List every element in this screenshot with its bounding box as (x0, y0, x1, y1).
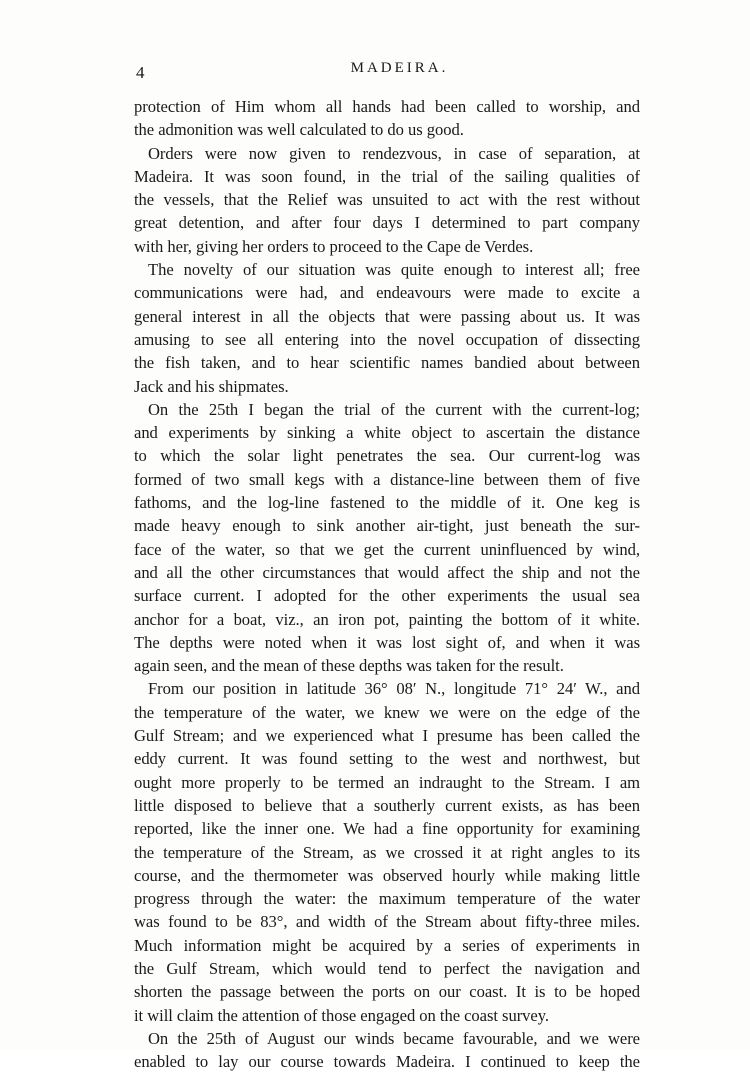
text-line: Much information might be acquired by a series of experiments in (134, 935, 640, 955)
text-line: with her, giving her orders to proceed to the Cape de Verdes. (134, 236, 534, 256)
text-line: protection of Him whom all hands had been called to worship, and (134, 97, 640, 116)
text-line: eddy current. It was found setting to the west and northwest, but (134, 749, 640, 769)
text-line: the temperature of the Stream, as we crossed it at right angles to its (134, 842, 640, 862)
text-line: From our position in latitude 36° 08′ N., longitude 71° 24′ W., and (148, 679, 640, 699)
text-line: face of the water, so that we get the current uninfluenced by wind, (134, 539, 640, 559)
text-line: it will claim the attention of those engaged on the coast survey. (134, 1005, 550, 1025)
text-line: the fish taken, and to hear scientific names bandied about between (134, 353, 640, 373)
text-line: was found to be 83°, and width of the Stream about fifty-three miles. (134, 912, 640, 932)
text-line: amusing to see all entering into the novel occupation of dissecting (134, 329, 640, 349)
text-line: again seen, and the mean of these depths was taken for the result. (134, 656, 564, 676)
text-line: ought more properly to be termed an indraught to the Stream. I am (134, 772, 640, 792)
text-line: Jack and his shipmates. (134, 376, 289, 396)
text-line: On the 25th of August our winds became favourable, and we were (148, 1028, 640, 1048)
text-line: made heavy enough to sink another air-tight, just beneath the sur- (134, 516, 640, 536)
text-line: anchor for a boat, viz., an iron pot, painting the bottom of it white. (134, 609, 640, 629)
text-line: surface current. I adopted for the other experiments the usual sea (134, 586, 640, 606)
text-line: fathoms, and the log-line fastened to the middle of it. One keg is (134, 493, 640, 513)
text-line: the temperature of the water, we knew we were on the edge of the (134, 702, 640, 722)
text-line: the vessels, that the Relief was unsuited to act with the rest without (134, 190, 640, 210)
text-line: great detention, and after four days I determined to part company (134, 213, 640, 233)
text-line: the admonition was well calculated to do us good. (134, 120, 464, 140)
text-line: Madeira. It was soon found, in the trial of the sailing qualities of (134, 166, 640, 186)
body-text (134, 95, 640, 1073)
text-line: course, and the thermometer was observed hourly while making little (134, 865, 640, 885)
text-line: On the 25th I began the trial of the current with the current-log; (148, 399, 640, 419)
text-line: The novelty of our situation was quite enough to interest all; free (148, 260, 640, 280)
text-line: to which the solar light penetrates the sea. Our current-log was (134, 446, 640, 466)
text-line: shorten the passage between the ports on our coast. It is to be hoped (134, 982, 640, 1002)
text-line: and all the other circumstances that would affect the ship and not the (134, 562, 640, 582)
text-line: little disposed to believe that a southerly current exists, as has been (134, 795, 640, 815)
text-line: formed of two small kegs with a distance-line between them of five (134, 469, 640, 489)
text-line: communications were had, and endeavours were made to excite a (134, 283, 640, 303)
text-line: progress through the water: the maximum temperature of the water (134, 889, 640, 909)
text-line: enabled to lay our course towards Madeira. I continued to keep the (134, 1052, 640, 1072)
text-line: Gulf Stream; and we experienced what I presume has been called the (134, 726, 640, 746)
running-title: MADEIRA. (350, 60, 449, 76)
text-line: and experiments by sinking a white object to ascertain the distance (134, 423, 640, 443)
text-line: general interest in all the objects that were passing about us. It was (134, 306, 640, 326)
page-number: 4 (136, 63, 145, 82)
text-line: the Gulf Stream, which would tend to perfect the navigation and (134, 958, 640, 978)
text-line: The depths were noted when it was lost sight of, and when it was (134, 632, 640, 652)
text-line: Orders were now given to rendezvous, in case of separation, at (148, 143, 640, 163)
page-header (136, 56, 641, 80)
text-line: reported, like the inner one. We had a fine opportunity for examining (134, 819, 640, 839)
